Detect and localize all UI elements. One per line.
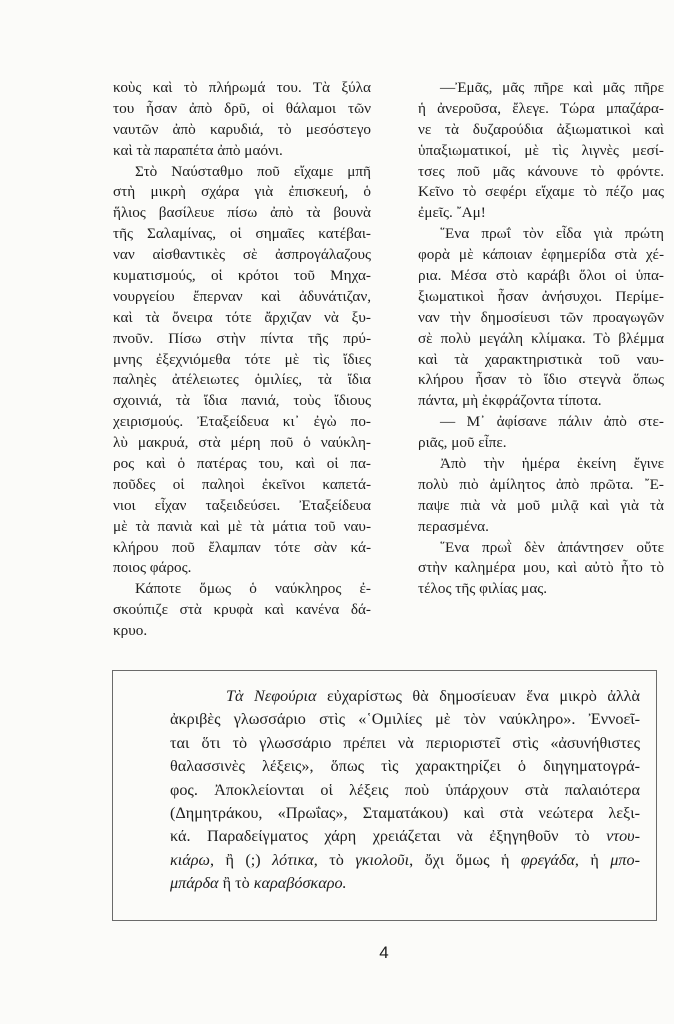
text-line: τσες ποῦ μᾶς κάνουνε τὸ φρόντε.: [418, 162, 664, 180]
italic-term: φρεγάδα: [520, 850, 575, 869]
italic-term: κιάρω: [170, 850, 210, 869]
text-line: πολὺ πιὸ ἀμίλητος ἀπὸ πρῶτα. ῎Ε-: [418, 475, 664, 493]
text-line: πνοῦν. Πίσω στὴν πίντα τῆς πρύ-: [113, 329, 371, 347]
note-line: [170, 708, 640, 731]
text-line: Στὸ Ναύσταθμο ποῦ εἴχαμε μπῆ: [135, 162, 371, 180]
text-line: παληὲς ἀτέλειωτες ὁμιλίες, τὰ ἴδια: [113, 371, 371, 389]
text-segment: , ἢ (;): [209, 850, 273, 869]
italic-term: μπάρδα: [170, 874, 219, 893]
text-segment: , ὄχι ὅμως ἡ: [409, 850, 521, 869]
text-segment: ἀκριβὲς γλωσσάριο στὶς «῾Ομιλίες μὲ τὸν ναύκληρο». Ἐννοεῖ-: [170, 710, 640, 729]
note-line: [170, 779, 640, 802]
text-line: ποιος φάρος.: [113, 559, 192, 577]
text-line: σκούπιζε στὰ κρυφὰ καὶ κανένα δά-: [113, 601, 371, 619]
text-line: καὶ τὰ παραπέτα ἀπὸ μαόνι.: [113, 141, 283, 159]
text-line: κλήρου ἦσαν τὸ ἴδιο στεγνὰ ὅπως: [418, 371, 664, 389]
text-line: κοὺς καὶ τὸ πλήρωμά του. Τὰ ξύλα: [113, 79, 371, 96]
text-line: ἡ ἀνεροῦσα, ἔλεγε. Τώρα μπαζάρα-: [418, 99, 664, 117]
text-line: σχοινιά, τὰ ἴδια πανιά, τοὺς ἴδιους: [113, 392, 371, 410]
italic-term: γκιολοῦι: [355, 850, 410, 869]
text-line: ὑπαξιωματικοί, μὲ τὶς λιγνὲς μεσί-: [418, 141, 664, 159]
text-line: ριᾶς, μοῦ εἶπε.: [418, 434, 507, 452]
text-line: κυματισμούς, οἱ κρότοι τοῦ Μηχα-: [113, 267, 371, 285]
note-line: [170, 872, 640, 895]
note-line: [170, 802, 640, 825]
text-line: νιοι εἶχαν ταξειδεύσει. Ἐταξείδευα: [113, 496, 371, 514]
text-line: λὺ μακρυά, στὰ μέρη ποῦ ὁ ναύκλη-: [113, 434, 371, 452]
text-line: ῞Ενα πρωΐ τὸν εἶδα γιὰ πρώτη: [440, 225, 664, 243]
note-line: [170, 849, 640, 872]
text-line: κρυο.: [113, 622, 148, 640]
text-line: ρος καὶ ὁ πατέρας του, καὶ οἱ πα-: [113, 455, 371, 473]
italic-term: ντου-: [606, 827, 640, 846]
text-line: παψε πιὰ νὰ μοῦ μιλᾷ καὶ γιὰ τὰ: [418, 496, 664, 514]
text-line: χειρισμούς. Ἐταξείδευα κι᾽ ἐγὼ πο-: [113, 413, 371, 431]
text-line: —Ἐμᾶς, μᾶς πῆρε καὶ μᾶς πῆρε: [440, 79, 664, 96]
note-line: [170, 825, 640, 848]
text-segment: ἢ τὸ: [218, 874, 254, 893]
note-line: [170, 755, 640, 778]
italic-term: καραβόσκαρο.: [253, 874, 347, 893]
italic-term: μπο-: [610, 850, 641, 869]
note-box-text: [170, 685, 640, 896]
text-line: πάντα, μὴ ἐκφράζοντα τίποτα.: [418, 392, 602, 410]
text-line: ἥλιος βασίλευε πίσω ἀπὸ τὰ βουνὰ: [113, 204, 371, 222]
left-text-column: [113, 78, 371, 642]
text-line: τῆς Σαλαμίνας, οἱ σημαῖες κατέβαι-: [113, 225, 371, 243]
text-segment: , ἡ: [574, 850, 611, 869]
italic-term: Τὰ Νεφούρια: [226, 687, 317, 705]
text-line: του ἦσαν ἀπὸ δρῦ, οἱ θάλαμοι τῶν: [113, 99, 371, 117]
text-line: καὶ τὰ ὄνειρα τότε ἄρχιζαν νὰ ξυ-: [113, 308, 371, 326]
page-number: 4: [379, 943, 389, 962]
text-segment: ται ὅτι τὸ γλωσσάριο πρέπει νὰ περιοριστεῖ στὶς «ἀσυνήθιστες: [170, 733, 640, 752]
text-line: Ἀπὸ τὴν ἡμέρα ἐκείνη ἔγινε: [440, 455, 664, 473]
note-line: [170, 732, 640, 755]
text-line: ρια. Μέσα στὸ καράβι ὅλοι οἱ ὑπα-: [418, 267, 664, 285]
text-line: μνης ἐξεχνιόμεθα τότε μὲ τὶς ἴδιες: [113, 350, 371, 368]
text-segment: εὐχαρίστως θὰ δημοσίευαν ἕνα μικρὸ ἀλλὰ: [316, 687, 641, 705]
text-line: νε τὰ δυζαρούδια ἀξιωματικοὶ καὶ: [418, 120, 664, 138]
text-segment: θαλασσινὲς λέξεις», ὅπως τὶς χαρακτηρίζει ὁ διηγηματογρά-: [170, 757, 640, 776]
note-box: [112, 670, 657, 921]
text-line: καὶ τὰ χαρακτηριστικὰ τοῦ ναυ-: [418, 350, 664, 368]
text-line: Κάποτε ὅμως ὁ ναύκληρος ἐ-: [135, 580, 371, 598]
text-line: νουργείου ἔπερναν καὶ ἀδυνάτιζαν,: [113, 287, 371, 305]
text-line: Κεῖνο τὸ σεφέρι εἴχαμε τὸ πέζο μας: [418, 183, 664, 201]
text-line: στὴν καλημέρα μου, καὶ αὐτὸ ἦτο τὸ: [418, 559, 664, 577]
text-line: ῞Ενα πρωῒ δὲν ἀπάντησεν οὔτε: [440, 538, 664, 556]
note-line: [170, 685, 640, 708]
text-line: σὲ πολὺ μεγάλη κλίμακα. Τὸ βλέμμα: [418, 329, 664, 347]
text-line: κλήρου ποῦ ἔλαμπαν τότε σὰν κά-: [113, 538, 371, 556]
text-line: ἐμεῖς. ῎Αμ!: [418, 204, 486, 222]
text-line: φορὰ μὲ κάποιαν ἐφημερίδα στὰ χέ-: [418, 246, 664, 264]
text-line: ναν τὴν δημοσίευσι τῶν προαγωγῶν: [418, 308, 664, 326]
text-segment: , τὸ: [313, 850, 356, 869]
text-segment: φος. Ἀποκλείονται οἱ λέξεις ποὺ ὑπάρχουν στὰ παλαιότερα: [170, 780, 640, 799]
text-line: τέλος τῆς φιλίας μας.: [418, 580, 548, 598]
text-line: ξιωματικοὶ ἦσαν ἀνήσυχοι. Περίμε-: [418, 287, 664, 305]
text-line: — Μ᾽ ἀφίσανε πάλιν ἀπὸ στε-: [440, 413, 664, 431]
text-line: ναυτῶν ἀπὸ καρυδιά, τὸ μεσόστεγο: [113, 120, 371, 138]
text-line: μὲ τὰ πανιὰ καὶ μὲ τὰ μάτια τοῦ ναυ-: [113, 517, 371, 535]
italic-term: λότικα: [272, 850, 314, 869]
text-line: στὴ μικρὴ σχάρα γιὰ ἐπισκευή, ὁ: [113, 183, 371, 201]
text-segment: κά. Παραδείγματος χάρη χρειάζεται νὰ ἐξηγηθοῦν τὸ: [170, 827, 607, 846]
text-line: ποῦδες οἱ παληοὶ ἐκεῖνοι καπετά-: [113, 475, 371, 493]
text-line: ναν αἰσθαντικὲς σὲ ἀσπρογάλαζους: [113, 246, 371, 264]
right-text-column: [418, 78, 664, 600]
text-line: περασμένα.: [418, 517, 489, 535]
text-segment: (Δημητράκου, «Πρωΐας», Σταματάκου) καὶ στὰ νεώτερα λεξι-: [170, 803, 640, 822]
